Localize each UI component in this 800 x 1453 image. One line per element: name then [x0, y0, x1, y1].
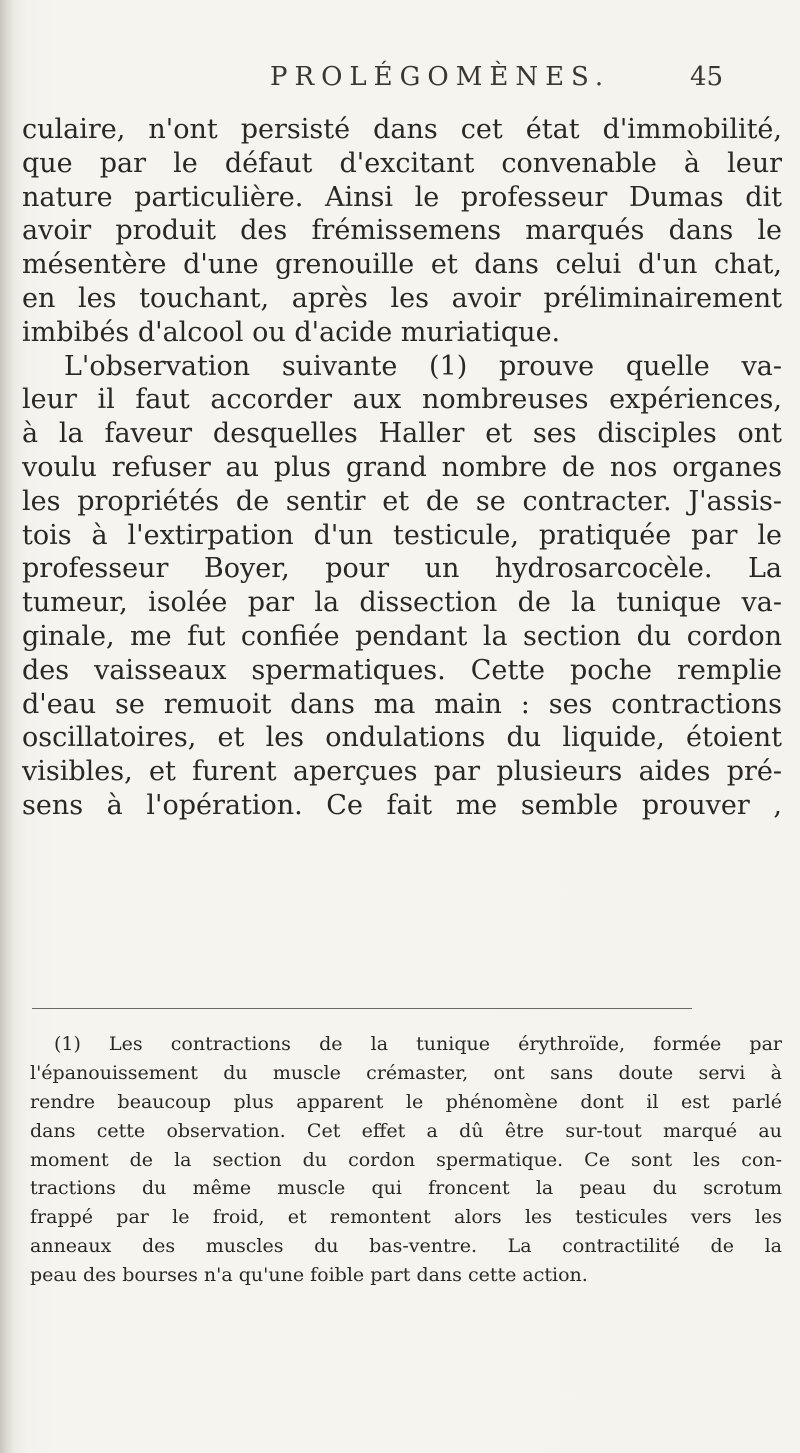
footnote-separator	[32, 1008, 692, 1009]
page-number: 45	[690, 62, 724, 92]
footnote-line: anneaux des muscles du bas-ventre. La contractilité de la	[30, 1235, 782, 1258]
text-line: L'observation suivante (1) prouve quelle va-	[64, 350, 782, 382]
text-line: les propriétés de sentir et de se contracter. J'assis-	[22, 485, 782, 517]
text-line: voulu refuser au plus grand nombre de nos organes	[22, 451, 782, 483]
text-line: imbibés d'alcool ou d'acide muriatique.	[22, 316, 561, 348]
text-line: tois à l'extirpation d'un testicule, pratiquée par le	[22, 519, 782, 551]
footnote-line: frappé par le froid, et remontent alors les testicules vers les	[30, 1206, 782, 1229]
text-line: culaire, n'ont persisté dans cet état d'immobilité,	[22, 114, 782, 145]
main-text	[22, 113, 782, 823]
text-line: tumeur, isolée par la dissection de la tunique va-	[22, 587, 782, 619]
text-line: que par le défaut d'excitant convenable à leur	[22, 147, 782, 179]
text-line: des vaisseaux spermatiques. Cette poche remplie	[22, 654, 782, 686]
footnote	[22, 1030, 782, 1290]
text-line: à la faveur desquelles Haller et ses disciples ont	[22, 418, 782, 450]
text-line: oscillatoires, et les ondulations du liquide, étoient	[22, 722, 782, 754]
text-line: visibles, et furent aperçues par plusieurs aides pré-	[22, 756, 782, 788]
text-line: avoir produit des frémissemens marqués dans le	[22, 215, 782, 247]
footnote-line: rendre beaucoup plus apparent le phénomène dont il est parlé	[30, 1090, 782, 1113]
text-line: leur il faut accorder aux nombreuses expériences,	[22, 384, 782, 416]
text-line: en les touchant, après les avoir préliminairement	[22, 282, 782, 314]
running-title: PROLÉGOMÈNES.	[270, 62, 611, 92]
page-binding-edge	[0, 0, 14, 1453]
text-line: d'eau se remuoit dans ma main : ses contractions	[22, 688, 782, 720]
text-line: nature particulière. Ainsi le professeur Dumas dit	[22, 181, 782, 213]
running-head	[0, 62, 800, 102]
text-line: ginale, me fut confiée pendant la section du cordon	[22, 620, 782, 652]
text-line: professeur Boyer, pour un hydrosarcocèle. La	[22, 553, 782, 585]
footnote-line: peau des bourses n'a qu'une foible part dans cette action.	[30, 1264, 588, 1287]
footnote-line: l'épanouissement du muscle crémaster, ont sans doute servi à	[30, 1061, 782, 1084]
footnote-line: (1) Les contractions de la tunique érythroïde, formée par	[54, 1033, 782, 1055]
text-line: sens à l'opération. Ce fait me semble prouver ,	[22, 789, 782, 821]
footnote-line: tractions du même muscle qui froncent la peau du scrotum	[30, 1177, 782, 1200]
text-line: mésentère d'une grenouille et dans celui d'un chat,	[22, 249, 782, 281]
footnote-line: moment de la section du cordon spermatique. Ce sont les con-	[30, 1148, 782, 1171]
footnote-line: dans cette observation. Cet effet a dû être sur-tout marqué au	[30, 1119, 782, 1142]
